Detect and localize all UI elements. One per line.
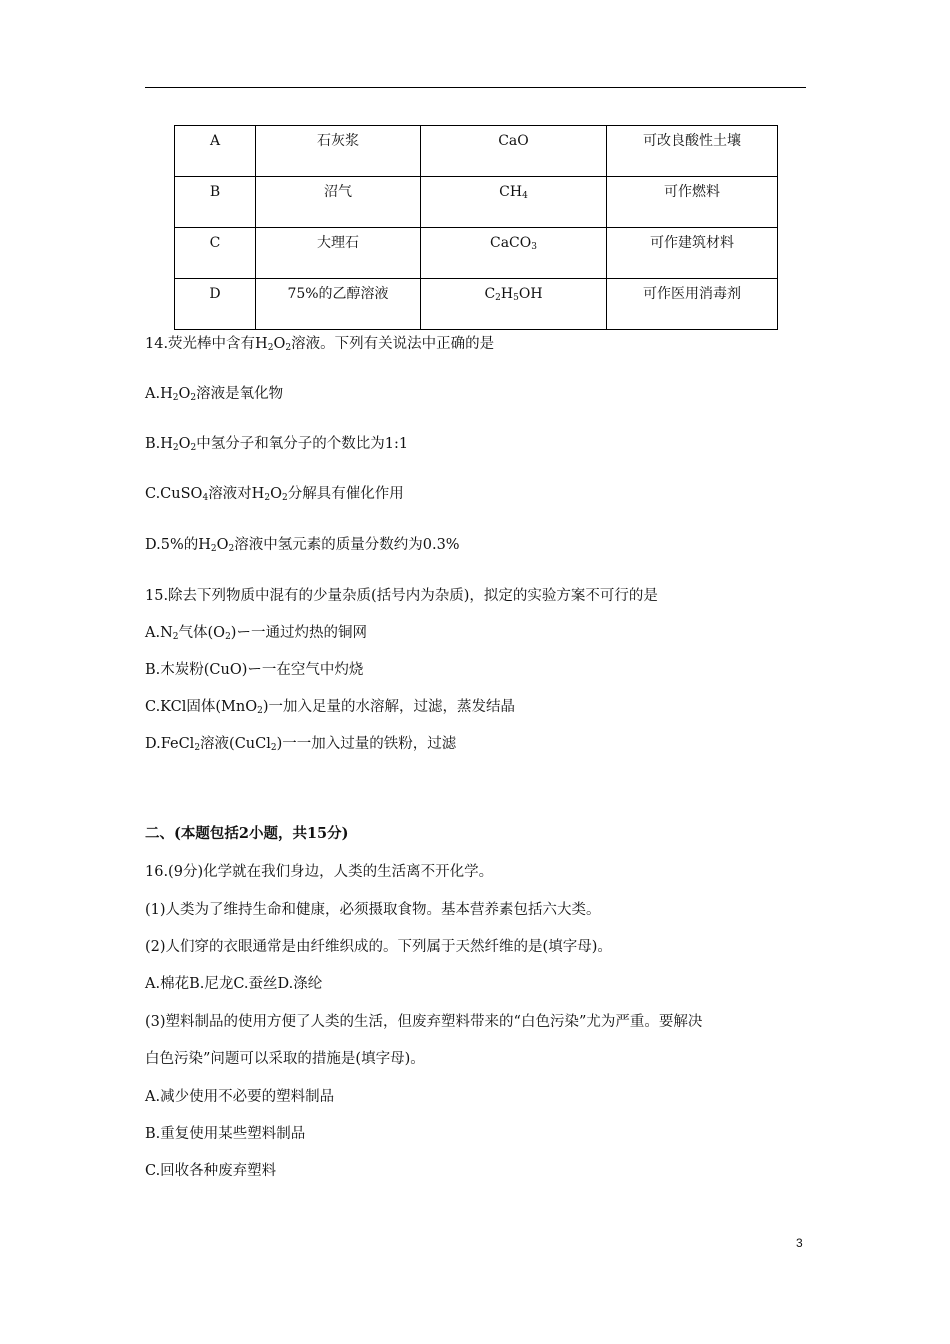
q14-option-c: C.CuSO$_4$溶液对$H_2O_2$分解具有催化作用 bbox=[145, 486, 404, 503]
table-row: D 75%的乙醇溶液 $C_2H_5OH$ 可作医用消毒剂 bbox=[175, 279, 778, 330]
q16-part3-line2: 白色污染”问题可以采取的措施是(填字母)。 bbox=[145, 1051, 425, 1067]
q16-part1: (1)人类为了维持生命和健康，必须摄取食物。基本营养素包括六大类。 bbox=[145, 902, 601, 918]
q16-part2-options: A.棉花B.尼龙C.蚕丝D.涤纶 bbox=[145, 976, 323, 992]
q14-option-d: D.5%的$H_2O_2$溶液中氢元素的质量分数约为0.3% bbox=[145, 537, 460, 554]
q16-part2: (2)人们穿的衣眼通常是由纤维织成的。下列属于天然纤维的是(填字母)。 bbox=[145, 939, 612, 955]
header-rule bbox=[145, 87, 806, 88]
q15-option-d: D.FeCl$_2$溶液(CuCl$_2$)一一加入过量的铁粉，过滤 bbox=[145, 736, 457, 753]
q16-part3-line1: (3)塑料制品的使用方便了人类的生活，但废弃塑料带来的“白色污染”尤为严重。要解决 bbox=[145, 1014, 703, 1030]
q14-option-a: $A.H_2O_2$溶液是氧化物 bbox=[145, 386, 284, 403]
q14-stem: 14.荧光棒中含有$H_2O_2$溶液。下列有关说法中正确的是 bbox=[145, 336, 495, 353]
section-heading: 二、(本题包括2小题，共15分) bbox=[145, 825, 349, 842]
q16-stem: 16.(9分)化学就在我们身边，人类的生活离不开化学。 bbox=[145, 864, 494, 880]
q15-option-a: $A.N_2$气体$(O_2)$ー一通过灼热的铜网 bbox=[145, 625, 367, 642]
q15-stem: 15.除去下列物质中混有的少量杂质(括号内为杂质)，拟定的实验方案不可行的是 bbox=[145, 588, 658, 604]
table-row: A 石灰浆 CaO 可改良酸性土壤 bbox=[175, 126, 778, 177]
page-number: 3 bbox=[796, 1236, 803, 1250]
q16-option-b: B.重复使用某些塑料制品 bbox=[145, 1126, 306, 1142]
substance-table bbox=[174, 125, 778, 330]
table-row: C 大理石 CaCO$_3$ 可作建筑材料 bbox=[175, 228, 778, 279]
q16-option-c: C.回收各种废弃塑料 bbox=[145, 1163, 277, 1179]
q14-option-b: $B.H_2O_2$中氢分子和氧分子的个数比为1:1 bbox=[145, 436, 409, 453]
q15-option-c: C.KCl固体(MnO$_2$)一加入足量的水溶解，过滤，蒸发结晶 bbox=[145, 699, 515, 716]
table-row: B 沼气 $CH_4$ 可作燃料 bbox=[175, 177, 778, 228]
q15-option-b: B.木炭粉(CuO)ー一在空气中灼烧 bbox=[145, 662, 364, 678]
q16-option-a: A.减少使用不必要的塑料制品 bbox=[145, 1089, 335, 1105]
